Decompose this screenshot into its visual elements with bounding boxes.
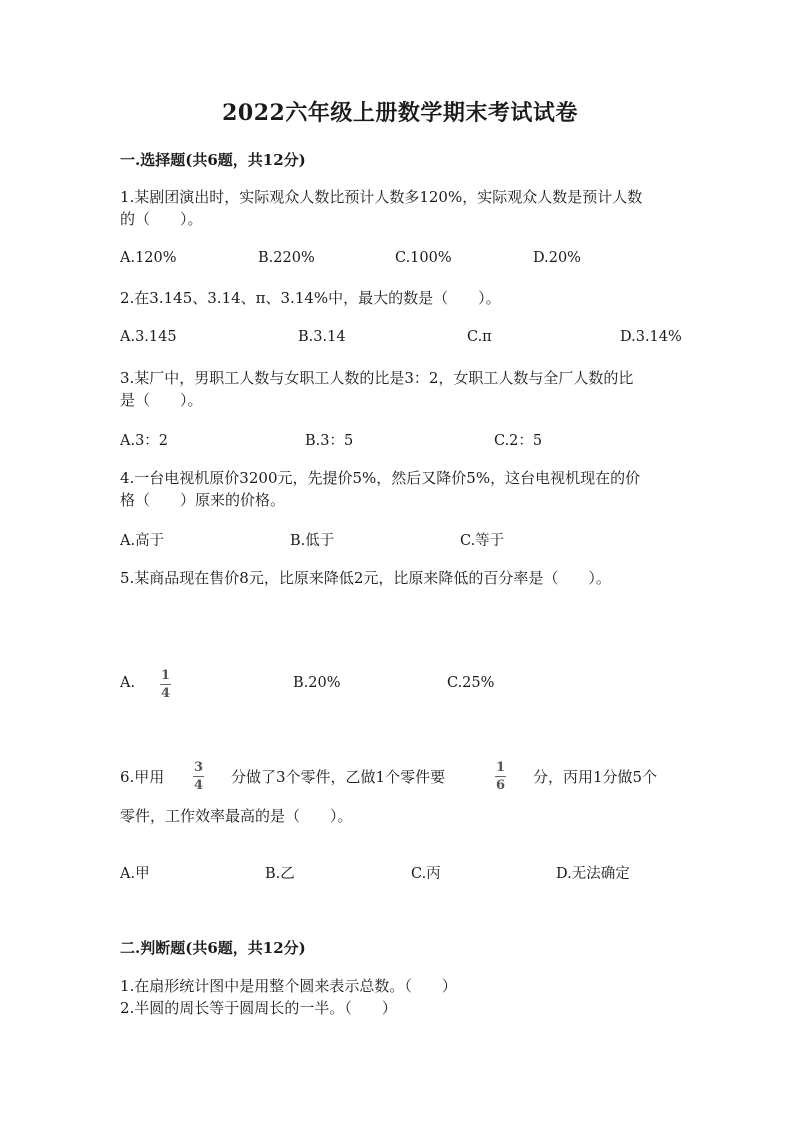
- true-false-item-1: 1.在扇形统计图中是用整个圆来表示总数。（ ）: [120, 977, 457, 995]
- question-2-option-b: B.3.14: [298, 329, 346, 345]
- question-4-option-c: C.等于: [460, 533, 505, 549]
- question-2-line-1: 2.在3.145、3.14、π、3.14%中，最大的数是（ ）。: [120, 289, 501, 307]
- true-false-item-2: 2.半圆的周长等于圆周长的一半。（ ）: [120, 999, 397, 1017]
- page-title: 2022六年级上册数学期末考试试卷: [222, 100, 578, 126]
- fraction-denominator: 4: [193, 778, 204, 793]
- question-4-option-a: A.高于: [120, 533, 165, 549]
- question-6-option-c: C.丙: [411, 866, 441, 882]
- question-4-option-b: B.低于: [290, 533, 335, 549]
- question-3-line-1: 3.某厂中，男职工人数与女职工人数的比是3：2，女职工人数与全厂人数的比: [120, 369, 634, 387]
- question-5-option-a-label: A.: [120, 675, 136, 691]
- fraction-denominator: 4: [160, 686, 171, 701]
- question-1-line-2: 的（ ）。: [120, 210, 203, 228]
- question-6-fraction-2: [495, 760, 506, 793]
- question-2-option-c: C.π: [467, 329, 492, 345]
- question-3-option-c: C.2：5: [494, 433, 543, 449]
- question-5-line-1: 5.某商品现在售价8元，比原来降低2元，比原来降低的百分率是（ ）。: [120, 569, 611, 587]
- question-1-option-c: C.100%: [395, 250, 452, 266]
- question-6-part-1: 6.甲用: [120, 768, 165, 786]
- fraction-bar: [193, 776, 204, 777]
- question-6-option-d: D.无法确定: [556, 866, 630, 882]
- question-1-option-b: B.220%: [258, 250, 315, 266]
- question-6-line-2: 零件，工作效率最高的是（ ）。: [120, 807, 353, 825]
- question-6-part-3: 分，丙用1分做5个: [533, 768, 658, 786]
- question-1-line-1: 1.某剧团演出时，实际观众人数比预计人数多120%，实际观众人数是预计人数: [120, 188, 643, 206]
- fraction-bar: [495, 776, 506, 777]
- section-heading-true-false: 二.判断题(共6题，共12分): [120, 939, 306, 957]
- question-2-option-d: D.3.14%: [620, 329, 682, 345]
- question-5-option-b: B.20%: [293, 675, 341, 691]
- fraction-numerator: 1: [495, 760, 506, 775]
- question-5-option-a-fraction: [160, 668, 171, 701]
- question-6-fraction-1: [193, 760, 204, 793]
- question-6-option-a: A.甲: [120, 866, 150, 882]
- question-1-option-d: D.20%: [533, 250, 581, 266]
- question-6-part-2: 分做了3个零件，乙做1个零件要: [231, 768, 446, 786]
- question-4-line-2: 格（ ）原来的价格。: [120, 491, 286, 509]
- section-heading-choice: 一.选择题(共6题，共12分): [120, 151, 306, 169]
- question-1-option-a: A.120%: [120, 250, 177, 266]
- fraction-denominator: 6: [495, 778, 506, 793]
- question-2-option-a: A.3.145: [120, 329, 177, 345]
- question-3-option-a: A.3：2: [120, 433, 169, 449]
- fraction-numerator: 3: [193, 760, 204, 775]
- question-5-option-c: C.25%: [447, 675, 495, 691]
- question-4-line-1: 4.一台电视机原价3200元，先提价5%，然后又降价5%，这台电视机现在的价: [120, 469, 641, 487]
- fraction-bar: [160, 684, 171, 685]
- question-6-option-b: B.乙: [265, 866, 295, 882]
- fraction-numerator: 1: [160, 668, 171, 683]
- question-3-line-2: 是（ ）。: [120, 391, 203, 409]
- question-3-option-b: B.3：5: [305, 433, 354, 449]
